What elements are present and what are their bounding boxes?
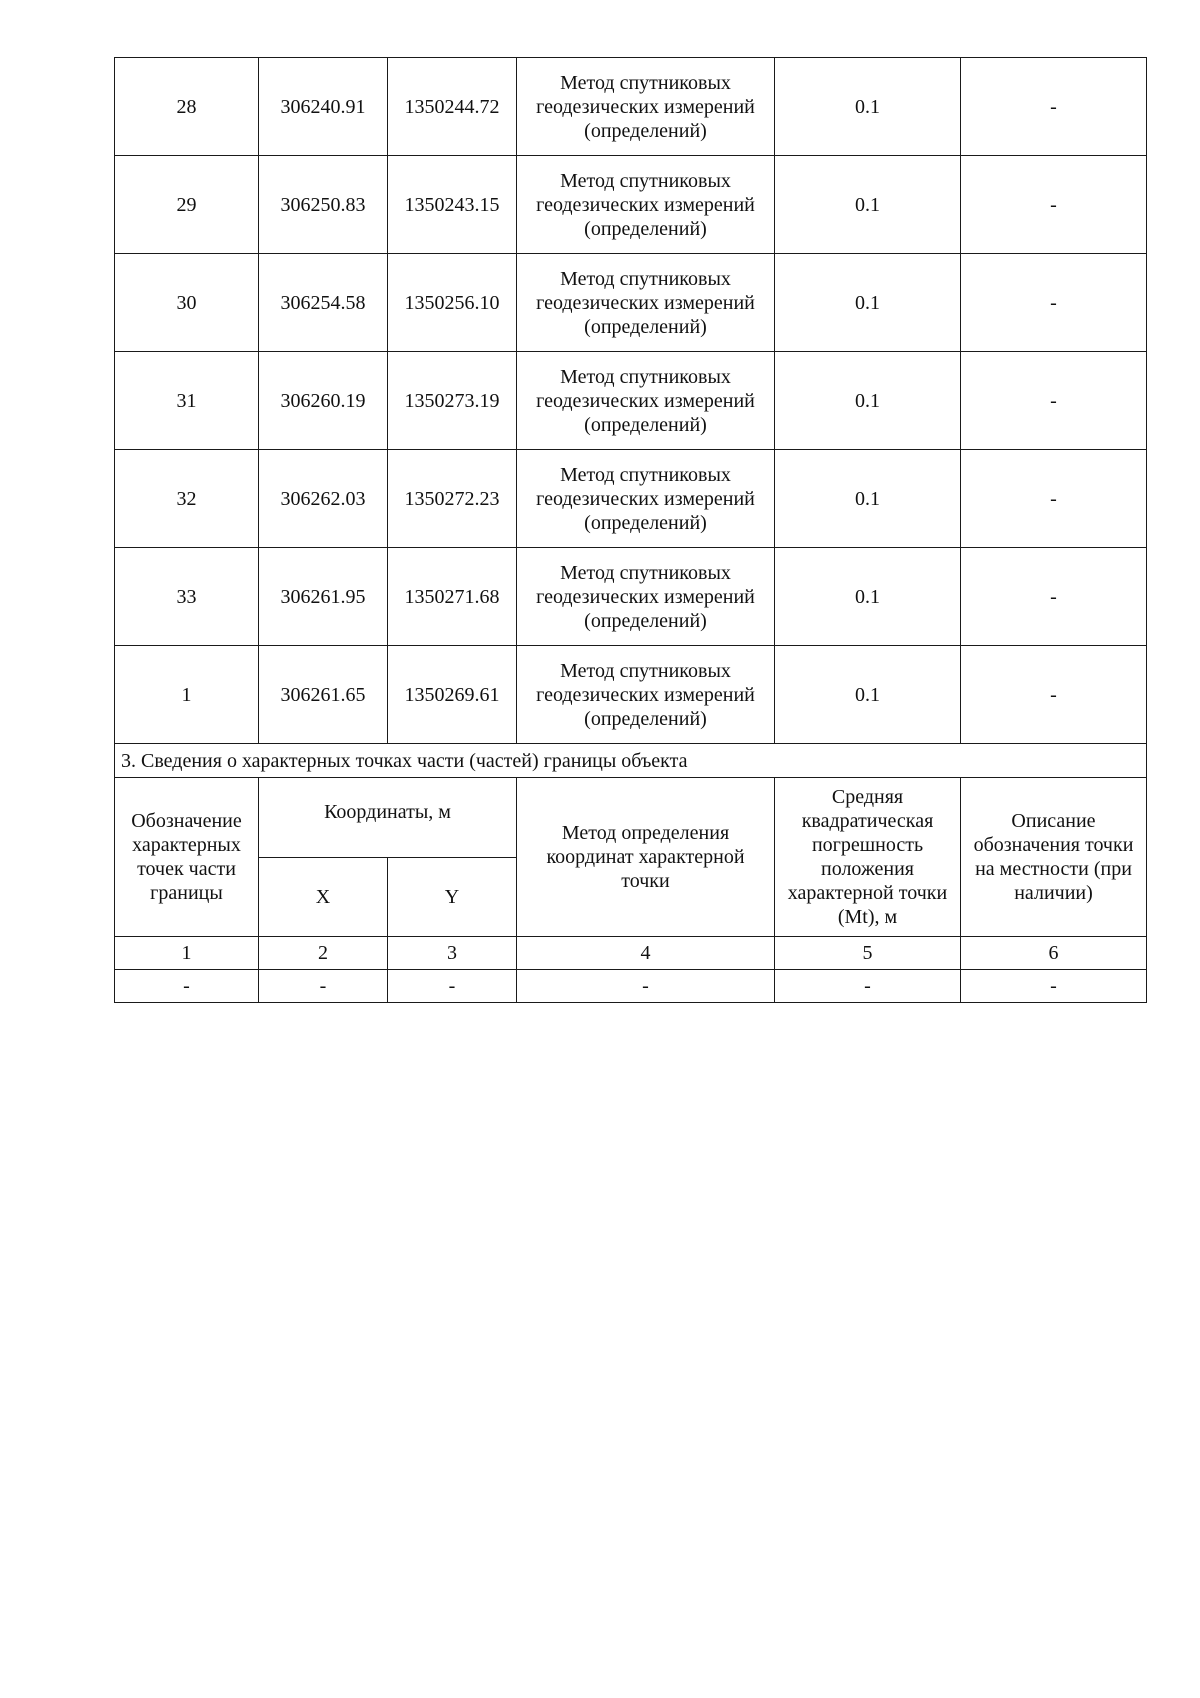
section-3-title: 3. Сведения о характерных точках части (частей) границы объекта (115, 744, 1147, 778)
coordinates-table (114, 57, 1147, 1003)
empty-cell: - (388, 970, 517, 1003)
empty-row (115, 970, 1147, 1003)
method-cell: Метод спутниковых геодезических измерений (определений) (517, 254, 775, 352)
column-numbers-row (115, 937, 1147, 970)
empty-cell: - (259, 970, 388, 1003)
column-number: 2 (259, 937, 388, 970)
coord-y: 1350269.61 (388, 646, 517, 744)
column-number: 5 (775, 937, 961, 970)
description-cell: - (961, 352, 1147, 450)
table-row (115, 548, 1147, 646)
description-cell: - (961, 254, 1147, 352)
mt-cell: 0.1 (775, 646, 961, 744)
coord-y: 1350273.19 (388, 352, 517, 450)
column-number: 6 (961, 937, 1147, 970)
mt-cell: 0.1 (775, 352, 961, 450)
point-number: 31 (115, 352, 259, 450)
table-row (115, 58, 1147, 156)
method-cell: Метод спутниковых геодезических измерений (определений) (517, 450, 775, 548)
header-method: Метод определения координат характерной точки (517, 778, 775, 937)
empty-cell: - (961, 970, 1147, 1003)
empty-cell: - (775, 970, 961, 1003)
coord-x: 306261.95 (259, 548, 388, 646)
header-x: X (259, 858, 388, 937)
header-mt: Средняя квадратическая погрешность положения характерной точки (Mt), м (775, 778, 961, 937)
method-cell: Метод спутниковых геодезических измерений (определений) (517, 548, 775, 646)
point-number: 33 (115, 548, 259, 646)
point-number: 29 (115, 156, 259, 254)
mt-cell: 0.1 (775, 156, 961, 254)
method-cell: Метод спутниковых геодезических измерений (определений) (517, 156, 775, 254)
header-y: Y (388, 858, 517, 937)
description-cell: - (961, 548, 1147, 646)
empty-cell: - (517, 970, 775, 1003)
coord-y: 1350243.15 (388, 156, 517, 254)
mt-cell: 0.1 (775, 254, 961, 352)
coord-x: 306254.58 (259, 254, 388, 352)
coord-y: 1350256.10 (388, 254, 517, 352)
method-cell: Метод спутниковых геодезических измерений (определений) (517, 352, 775, 450)
coord-x: 306261.65 (259, 646, 388, 744)
description-cell: - (961, 58, 1147, 156)
column-number: 4 (517, 937, 775, 970)
coord-x: 306240.91 (259, 58, 388, 156)
coord-x: 306250.83 (259, 156, 388, 254)
column-number: 1 (115, 937, 259, 970)
point-number: 30 (115, 254, 259, 352)
mt-cell: 0.1 (775, 548, 961, 646)
mt-cell: 0.1 (775, 58, 961, 156)
coord-y: 1350244.72 (388, 58, 517, 156)
column-number: 3 (388, 937, 517, 970)
method-cell: Метод спутниковых геодезических измерений (определений) (517, 58, 775, 156)
table-row (115, 450, 1147, 548)
coord-x: 306260.19 (259, 352, 388, 450)
mt-cell: 0.1 (775, 450, 961, 548)
table-row (115, 352, 1147, 450)
point-number: 32 (115, 450, 259, 548)
coord-y: 1350272.23 (388, 450, 517, 548)
coord-y: 1350271.68 (388, 548, 517, 646)
description-cell: - (961, 646, 1147, 744)
description-cell: - (961, 450, 1147, 548)
point-number: 1 (115, 646, 259, 744)
section-title-row (115, 744, 1147, 778)
header-designation: Обозначение характерных точек части границы (115, 778, 259, 937)
header-row (115, 778, 1147, 858)
description-cell: - (961, 156, 1147, 254)
table-row (115, 254, 1147, 352)
header-coordinates: Координаты, м (259, 778, 517, 858)
empty-cell: - (115, 970, 259, 1003)
table-row (115, 156, 1147, 254)
header-description: Описание обозначения точки на местности (при наличии) (961, 778, 1147, 937)
point-number: 28 (115, 58, 259, 156)
coord-x: 306262.03 (259, 450, 388, 548)
table-row (115, 646, 1147, 744)
method-cell: Метод спутниковых геодезических измерений (определений) (517, 646, 775, 744)
